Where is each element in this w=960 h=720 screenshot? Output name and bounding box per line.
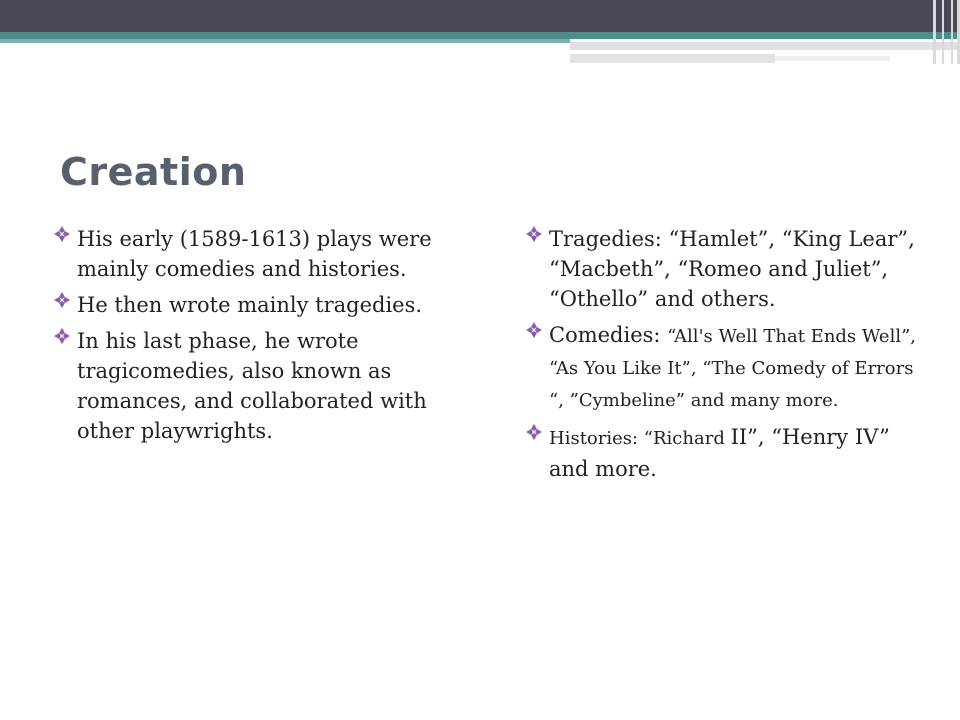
header-strip [570, 42, 960, 50]
header-divider [951, 0, 953, 64]
bullet-text: His early (1589-1613) plays were mainly comedies and histories. [77, 227, 432, 281]
header-divider [933, 0, 936, 64]
diamond-bullet-icon [525, 321, 543, 339]
list-item [525, 320, 925, 416]
left-bullet-list [53, 224, 438, 452]
list-item [53, 326, 438, 446]
bullet-text-comedies: “All's Well That Ends Well”, “As You Like It”, “The Comedy of Errors “, ”Cymbeline” and many more. [549, 326, 917, 411]
diamond-bullet-icon [53, 327, 71, 345]
list-item [53, 224, 438, 284]
header-accent-line [0, 32, 960, 39]
list-item [53, 290, 438, 320]
list-item [525, 224, 925, 314]
header-strip [570, 54, 775, 63]
bullet-text: In his last phase, he wrote tragicomedies, also known as romances, and collaborated with other playwrights. [77, 329, 427, 443]
diamond-bullet-icon [525, 225, 543, 243]
header-strip [775, 56, 890, 61]
bullet-text: He then wrote mainly tragedies. [77, 293, 423, 317]
bullet-text-histories: II”, “Henry IV” and more. [549, 425, 890, 481]
diamond-bullet-icon [525, 423, 543, 441]
slide-title: Creation [60, 150, 247, 194]
diamond-bullet-icon [53, 225, 71, 243]
right-bullet-list [525, 224, 925, 490]
bullet-text-tragedies: Tragedies: “Hamlet”, “King Lear”, “Macbeth”, “Romeo and Juliet”, “Othello” and others. [549, 227, 915, 311]
header-divider [942, 0, 944, 64]
bullet-label-histories: Histories: “Richard [549, 428, 731, 449]
diamond-bullet-icon [53, 291, 71, 309]
header-bar [0, 0, 960, 32]
bullet-label-comedies: Comedies: [549, 323, 668, 347]
list-item [525, 422, 925, 484]
header-accent-thin [0, 39, 570, 43]
